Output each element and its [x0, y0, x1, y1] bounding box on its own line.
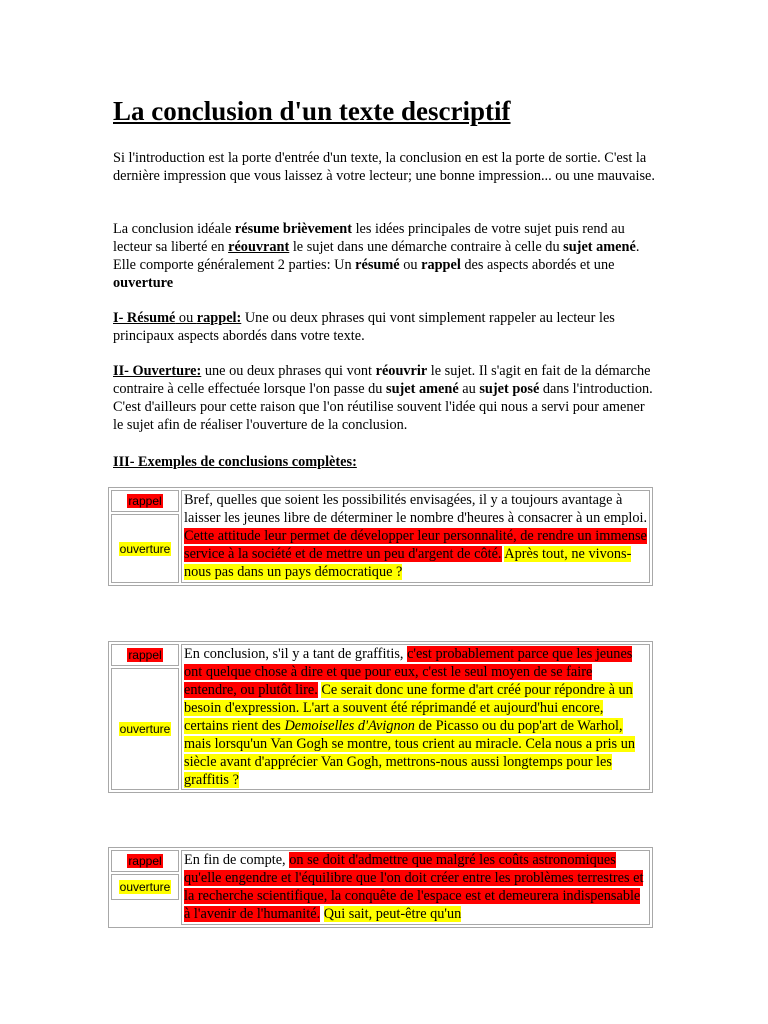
section-resume-paragraph: I- Résumé ou rappel: Une ou deux phrases qui vont simplement rappeler au lecteur les principaux aspects abordés dans votre texte. — [113, 310, 615, 344]
label-ouverture: ouverture — [111, 514, 179, 583]
example-text-3: En fin de compte, on se doit d'admettre que malgré les coûts astronomiques qu'elle engendre et l'équilibre que l'on doit créer entre les problèmes terrestres et la recherche scientifique, la conquête de l'espace est et demeurera indispensable à l'avenir de l'humanité. Qui sait, peut-être qu'un — [181, 850, 650, 925]
example-table-1 — [108, 487, 653, 586]
section-ouverture-paragraph: II- Ouverture: une ou deux phrases qui vont réouvrir le sujet. Il s'agit en fait de la démarche contraire à celle effectuée lorsque l'on passe du sujet amené au sujet posé dans l'introduction. C'est d'ailleurs pour cette raison que l'on réutilise souvent l'idée qui nous a servi pour amener le sujet afin de réaliser l'ouverture de la conclusion. — [113, 363, 653, 433]
label-rappel: rappel — [111, 644, 179, 666]
example-text-2: En conclusion, s'il y a tant de graffitis, c'est probablement parce que les jeunes ont quelque chose à dire et que pour eux, c'est le seul moyen de se faire entendre, ou plutôt lire. Ce serait donc une forme d'art créé pour répondre à un besoin d'expression. L'art a souvent été réprimandé et aujourd'hui encore, certains rient des Demoiselles d'Avignon de Picasso ou du pop'art de Warhol, mais lorsqu'un Van Gogh se montre, tous crient au miracle. Cela nous a pris un siècle avant d'apprécier Van Gogh, mettrons-nous aussi longtemps pour les graffitis ? — [181, 644, 650, 790]
example-text-1: Bref, quelles que soient les possibilités envisagées, il y a toujours avantage à laisser les jeunes libre de déterminer le nombre d'heures à consacrer à un emploi. Cette attitude leur permet de développer leur personnalité, de rendre un immense service à la société et de mettre un peu d'argent de côté. Après tout, ne vivons-nous pas dans un pays démocratique ? — [181, 490, 650, 583]
label-ouverture: ouverture — [111, 874, 179, 900]
page-title: La conclusion d'un texte descriptif — [113, 96, 511, 126]
intro-paragraph: Si l'introduction est la porte d'entrée d'un texte, la conclusion en est la porte de sortie. C'est la dernière impression que vous laissez à votre lecteur; une bonne impression... ou une mauvaise. — [113, 150, 655, 184]
section-ouverture-heading: II- Ouverture: — [113, 363, 202, 379]
label-rappel: rappel — [111, 850, 179, 872]
example-table-2 — [108, 641, 653, 793]
section-examples-heading: III- Exemples de conclusions complètes: — [113, 454, 357, 470]
example-table-3 — [108, 847, 653, 928]
section-resume-heading: I- Résumé ou rappel: — [113, 310, 242, 326]
label-rappel: rappel — [111, 490, 179, 512]
definition-paragraph: La conclusion idéale résume brièvement les idées principales de votre sujet puis rend au lecteur sa liberté en réouvrant le sujet dans une démarche contraire à celle du sujet amené. Elle comporte généralement 2 parties: Un résumé ou rappel des aspects abordés et une ouverture — [113, 221, 640, 291]
label-ouverture: ouverture — [111, 668, 179, 790]
